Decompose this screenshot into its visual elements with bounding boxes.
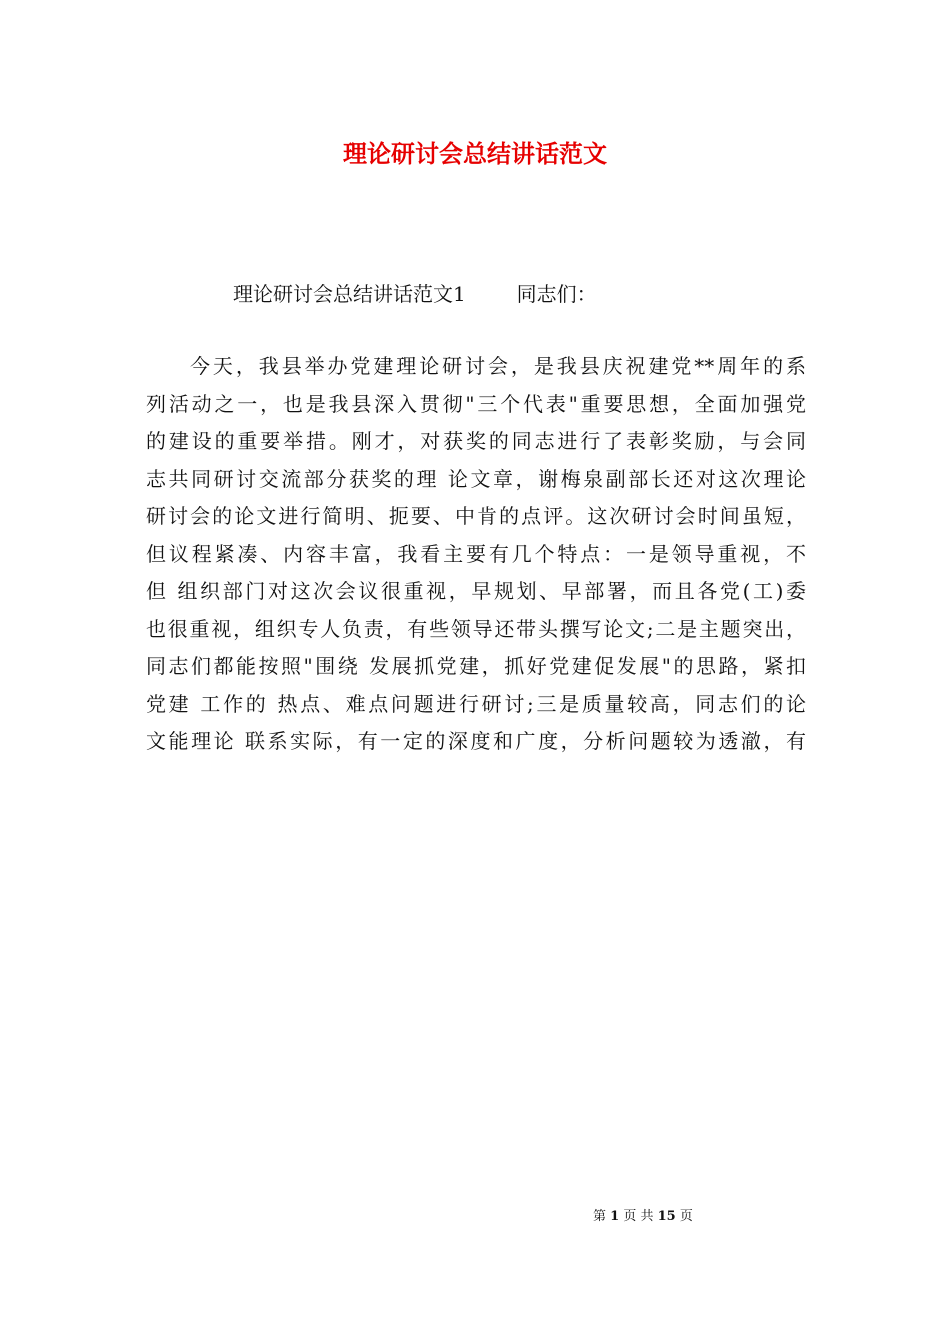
body-line: 的建设的重要举措。刚才，对获奖的同志进行了表彰奖励，与会同 — [146, 429, 806, 453]
subtitle-line — [233, 278, 597, 310]
body-line: 也很重视，组织专人负责，有些领导还带头撰写论文;二是主题突出， — [146, 616, 806, 641]
page-footer — [593, 1208, 693, 1226]
footer-total-pages: 15 — [657, 1209, 676, 1224]
body-paragraph — [146, 348, 806, 761]
subtitle: 理论研讨会总结讲话范文1 — [233, 282, 466, 306]
body-line: 研讨会的论文进行简明、扼要、中肯的点评。这次研讨会时间虽短， — [146, 504, 806, 528]
document-title: 理论研讨会总结讲话范文 — [343, 139, 607, 168]
body-line: 但议程紧凑、内容丰富，我看主要有几个特点：一是领导重视，不 — [146, 541, 806, 566]
greeting: 同志们： — [516, 282, 597, 306]
footer-prefix: 第 — [593, 1209, 607, 1224]
footer-page-number: 1 — [610, 1209, 620, 1224]
body-line: 列活动之一，也是我县深入贯彻"三个代表"重要思想，全面加强党 — [146, 391, 806, 416]
body-line: 但 组织部门对这次会议很重视，早规划、早部署，而且各党(工)委 — [146, 579, 806, 603]
body-line: 文能理论 联系实际，有一定的深度和广度，分析问题较为透澈，有 — [146, 729, 806, 753]
body-line: 志共同研讨交流部分获奖的理 论文章，谢梅泉副部长还对这次理论 — [146, 466, 806, 491]
footer-middle: 页 共 — [623, 1209, 654, 1224]
body-line: 党建 工作的 热点、难点问题进行研讨;三是质量较高，同志们的论 — [146, 691, 806, 716]
body-line: 同志们都能按照"围绕 发展抓党建，抓好党建促发展"的思路，紧扣 — [146, 654, 806, 678]
footer-suffix: 页 — [679, 1209, 693, 1224]
body-line: 今天，我县举办党建理论研讨会，是我县庆祝建党**周年的系 — [190, 354, 806, 378]
